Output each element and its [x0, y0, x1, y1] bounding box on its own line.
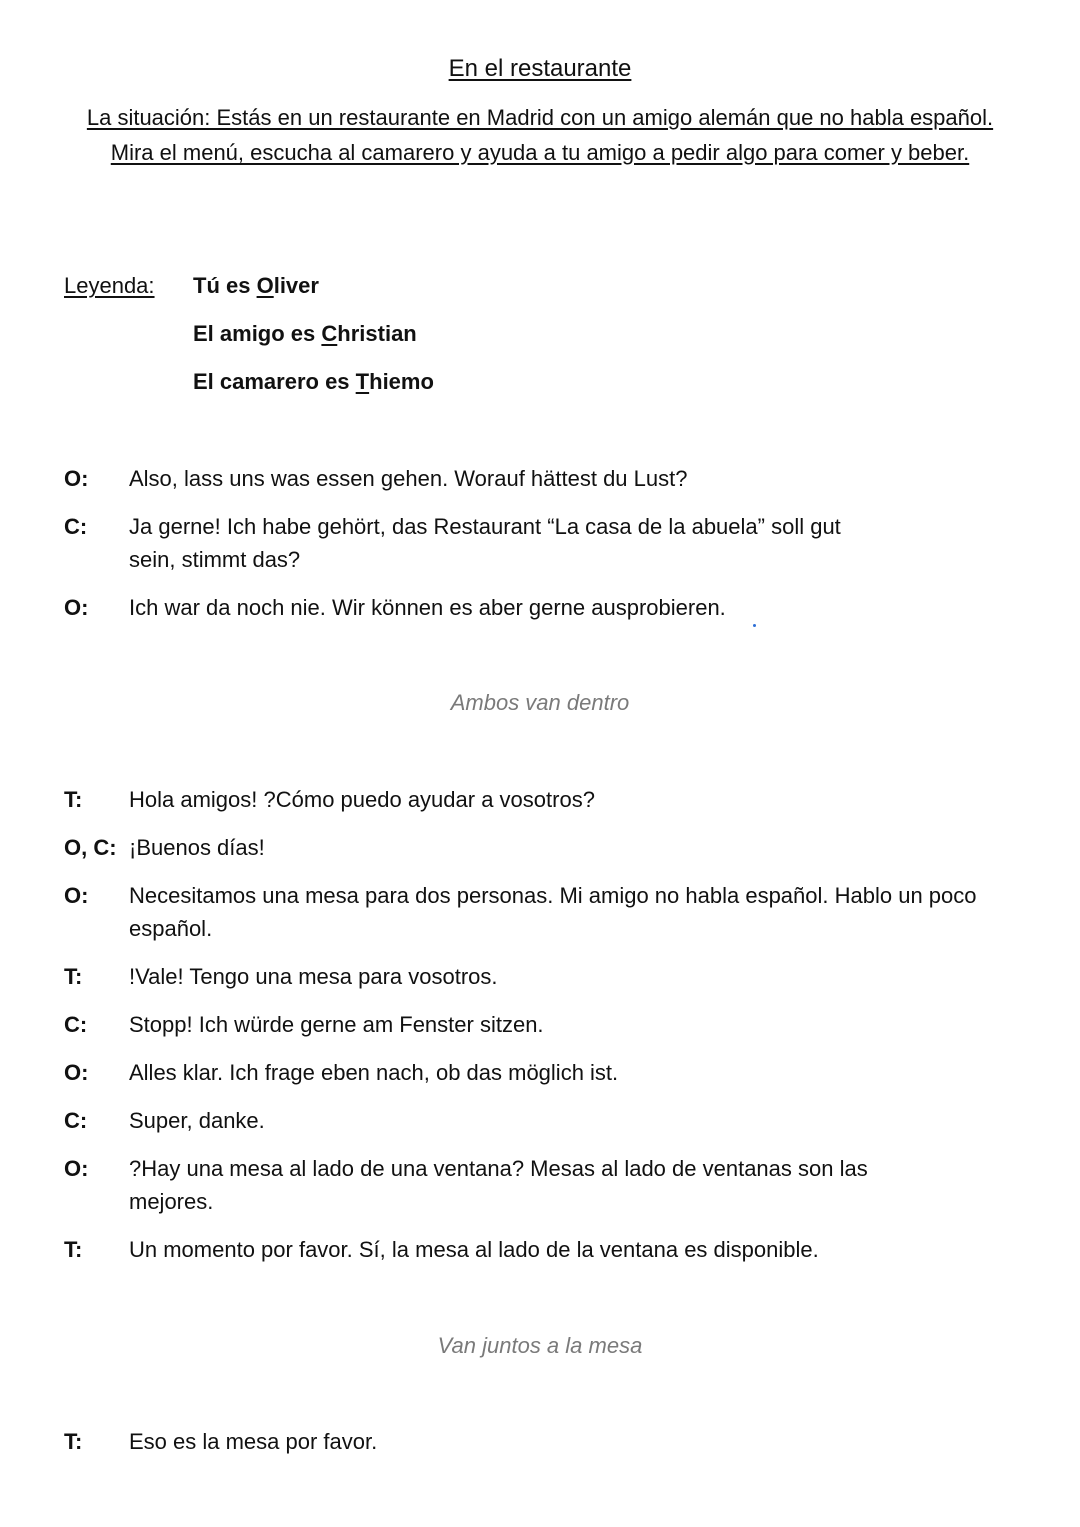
dialogue-text: ?Hay una mesa al lado de una ventana? Mesas al lado de ventanas son las mejores. [129, 1156, 868, 1214]
speaker-label: T: [64, 1429, 83, 1454]
stage-direction: Ambos van dentro [450, 690, 630, 715]
speaker-label: C: [64, 1012, 88, 1037]
speaker-label: C: [64, 1108, 88, 1133]
legend-label: Leyenda: [64, 273, 155, 298]
dialogue-text: Alles klar. Ich frage eben nach, ob das möglich ist. [129, 1060, 619, 1085]
title-text: En el restaurante [448, 55, 632, 82]
speaker-label: O: [64, 1156, 89, 1181]
dialogue-text: Hola amigos! ?Cómo puedo ayudar a vosotros? [129, 787, 595, 812]
situation-text: La situación: Estás en un restaurante en Madrid con un amigo alemán que no habla español. Mira el menú, escucha al camarero y ayuda a tu amigo a pedir algo para comer y beber. [86, 105, 994, 165]
document-title [0, 52, 1080, 86]
speaker-label: O: [64, 883, 89, 908]
situation-paragraph [66, 101, 1014, 170]
legend-item-christian: El amigo es Christian [193, 321, 417, 346]
speaker-label: C: [64, 514, 88, 539]
blue-dot-mark [753, 624, 756, 627]
speaker-label: O: [64, 595, 89, 620]
dialogue-text: Stopp! Ich würde gerne am Fenster sitzen. [129, 1012, 544, 1037]
dialogue-text: Ich war da noch nie. Wir können es aber gerne ausprobieren. [129, 595, 726, 620]
dialogue-text: !Vale! Tengo una mesa para vosotros. [129, 964, 498, 989]
dialogue-text: Necesitamos una mesa para dos personas. Mi amigo no habla español. Hablo un poco español. [129, 883, 977, 941]
dialogue-text: Un momento por favor. Sí, la mesa al lado de la ventana es disponible. [129, 1237, 819, 1262]
speaker-label: O: [64, 466, 89, 491]
speaker-label: O, C: [64, 835, 117, 860]
legend-item-thiemo: El camarero es Thiemo [193, 369, 434, 394]
speaker-label: T: [64, 787, 83, 812]
dialogue-text: Also, lass uns was essen gehen. Worauf hättest du Lust? [129, 466, 688, 491]
speaker-label: O: [64, 1060, 89, 1085]
legend-item-oliver: Tú es Oliver [193, 273, 319, 298]
dialogue-text: ¡Buenos días! [129, 835, 265, 860]
speaker-label: T: [64, 964, 83, 989]
stage-direction: Van juntos a la mesa [437, 1333, 643, 1358]
speaker-label: T: [64, 1237, 83, 1262]
dialogue-text: Ja gerne! Ich habe gehört, das Restaurant “La casa de la abuela” soll gut sein, stimmt das? [129, 514, 841, 572]
dialogue-text: Eso es la mesa por favor. [129, 1429, 378, 1454]
dialogue-text: Super, danke. [129, 1108, 265, 1133]
